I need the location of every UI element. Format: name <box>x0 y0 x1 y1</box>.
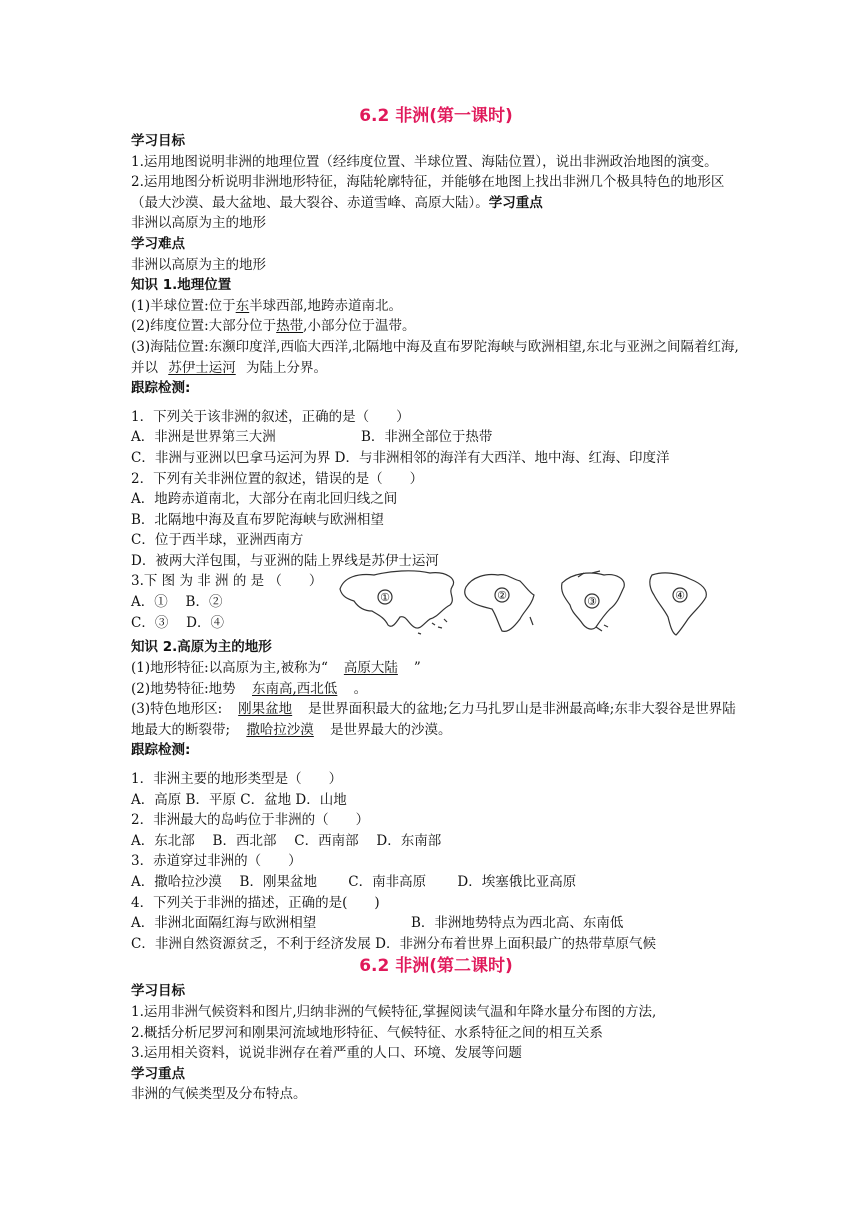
c1-q2-d: D．被两大洋包围，与亚洲的陆上界线是苏伊士运河 <box>131 552 439 569</box>
c2-q2-opts: A．东北部 B．西北部 C．西南部 D．东南部 <box>131 832 442 849</box>
difficulty-text: 非洲以高原为主的地形 <box>131 256 266 273</box>
c1-q2-c: C．位于西半球，亚洲西南方 <box>131 532 304 549</box>
goal-1: 1.运用地图说明非洲的地理位置（经纬度位置、半球位置、海陆位置），说出非洲政治地图的演变。 <box>131 153 718 170</box>
k2-line2: (2)地势特征:地势 东南高,西北低 。 <box>131 679 741 700</box>
check2-heading: 跟踪检测: <box>131 742 191 759</box>
map-label-2: ② <box>497 589 507 603</box>
map-africa <box>465 575 534 632</box>
knowledge2-heading: 知识 2.高原为主的地形 <box>131 639 272 656</box>
k2-fill-plateau: 高原大陆 <box>343 660 398 677</box>
c2-q2: 2．非洲最大的岛屿位于非洲的（ ） <box>131 812 370 829</box>
map-label-3: ③ <box>587 595 597 609</box>
k1-fill-suez: 苏伊士运河 <box>168 359 236 376</box>
c2-q1-opts: A．高原 B．平原 C．盆地 D．山地 <box>131 791 347 808</box>
l2-goal-1: 1.运用非洲气候资料和图片,归纳非洲的气候特征,掌握阅读气温和年降水量分布图的方法, <box>131 1003 657 1020</box>
c2-q4-cd: C．非洲自然资源贫乏，不利于经济发展 D．非洲分布着世界上面积最广的热带草原气候 <box>131 935 656 952</box>
map-label-1: ① <box>380 591 390 605</box>
k1-line3: (3)海陆位置:东濒印度洋,西临大西洋,北隔地中海及直布罗陀海峡与欧洲相望,东北与亚洲之间隔着红海,并以 苏伊士运河 为陆上分界。 <box>131 337 741 378</box>
continent-outline-maps <box>334 565 734 637</box>
c1-q2-a: A．地跨赤道南北，大部分在南北回归线之间 <box>131 491 398 508</box>
key-text: 非洲以高原为主的地形 <box>131 215 266 232</box>
c2-q3-opts: A．撒哈拉沙漠 B．刚果盆地 C．南非高原 D．埃塞俄比亚高原 <box>131 874 577 890</box>
c2-q3: 3．赤道穿过非洲的（ ） <box>131 853 302 870</box>
k2-fill-congo: 刚果盆地 <box>238 701 293 718</box>
c1-q1-cd: C．非洲与亚洲以巴拿马运河为界 D．与非洲相邻的海洋有大西洋、地中海、红海、印度洋 <box>131 449 670 466</box>
knowledge1-heading: 知识 1.地理位置 <box>131 277 232 294</box>
c1-q3: 3.下 图 为 非 洲 的 是 （ ） <box>131 573 323 590</box>
l2-key-heading: 学习重点 <box>131 1065 185 1082</box>
lesson2-title: 6.2 非洲(第二课时) <box>359 956 513 977</box>
c1-q1: 1．下列关于该非洲的叙述，正确的是（ ） <box>131 408 410 425</box>
k2-line1: (1)地形特征:以高原为主,被称为“ 高原大陆 ” <box>131 658 741 679</box>
k2-line3: (3)特色地形区: 刚果盆地 是世界面积最大的盆地;乞力马扎罗山是非洲最高峰;东非大裂谷是世界陆地最大的断裂带; 撒哈拉沙漠 是世界最大的沙漠。 <box>131 699 741 740</box>
k2-fill-sahara: 撒哈拉沙漠 <box>246 721 314 738</box>
l2-key-text: 非洲的气候类型及分布特点。 <box>131 1086 307 1103</box>
k1-line1: (1)半球位置:位于东半球西部,地跨赤道南北。 <box>131 297 402 314</box>
document-page <box>131 104 741 1105</box>
goals-heading: 学习目标 <box>131 133 185 149</box>
k1-line2: (2)纬度位置:大部分位于热带,小部分位于温带。 <box>131 318 416 335</box>
key-heading: 学习重点 <box>488 194 543 211</box>
c2-q4: 4．下列关于非洲的描述，正确的是( ) <box>131 894 380 911</box>
goal-2: 2.运用地图分析说明非洲地形特征，海陆轮廓特征，并能够在地图上找出非洲几个极具特色的地形区（最大沙漠、最大盆地、最大裂谷、赤道雪峰、高原大陆）。学习重点 <box>131 174 725 211</box>
c2-q1: 1．非洲主要的地形类型是（ ） <box>131 771 343 788</box>
c1-q2-b: B．北隔地中海及直布罗陀海峡与欧洲相望 <box>131 511 384 528</box>
map-south-america <box>650 573 706 635</box>
lesson1-title: 6.2 非洲(第一课时) <box>359 106 513 126</box>
k1-fill-east: 东 <box>235 297 250 314</box>
k2-fill-terrain: 东南高,西北低 <box>252 680 338 697</box>
map-north-america <box>562 571 625 631</box>
l2-goal-3: 3.运用相关资料，说说非洲存在着严重的人口、环境、发展等问题 <box>131 1045 522 1062</box>
c1-q3-cd: C．③ D．④ <box>131 614 224 631</box>
c1-q3-ab: A．① B．② <box>131 594 223 611</box>
c2-q4-ab: A．非洲北面隔红海与欧洲相望 B．非洲地势特点为西北高、东南低 <box>131 915 624 932</box>
c1-q2: 2．下列有关非洲位置的叙述，错误的是（ ） <box>131 470 424 487</box>
l2-goals-heading: 学习目标 <box>131 983 185 1000</box>
map-asia <box>340 571 454 634</box>
l2-goal-2: 2.概括分析尼罗河和刚果河流域地形特征、气候特征、水系特征之间的相互关系 <box>131 1024 603 1041</box>
check1-heading: 跟踪检测: <box>131 380 191 397</box>
difficulty-heading: 学习难点 <box>131 235 185 252</box>
c1-q1-ab: A．非洲是世界第三大洲 B．非洲全部位于热带 <box>131 429 493 446</box>
c1-q3-block <box>131 571 741 637</box>
map-label-4: ④ <box>675 589 685 603</box>
k1-fill-tropic: 热带 <box>276 318 304 335</box>
